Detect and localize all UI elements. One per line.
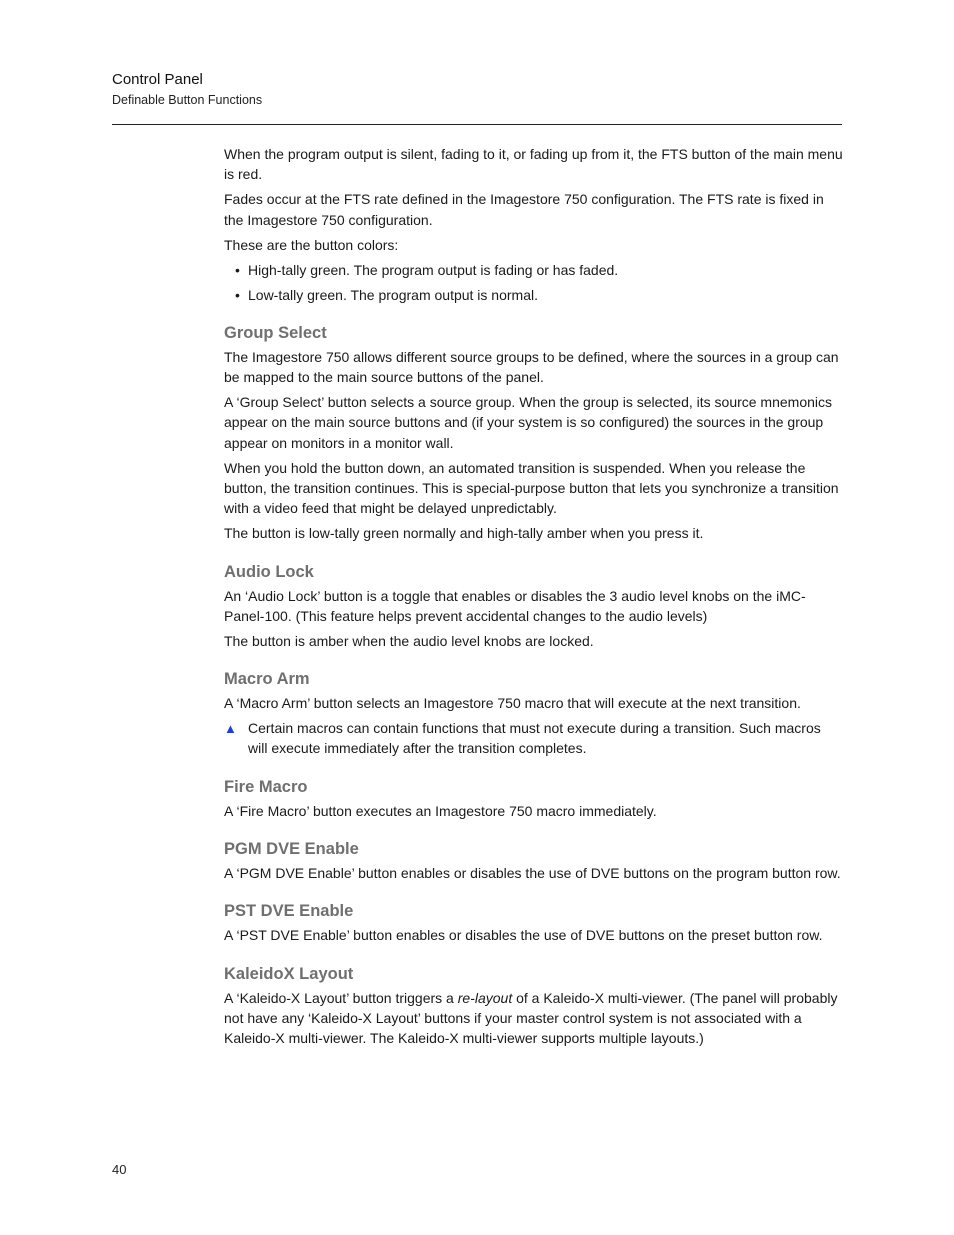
header-chapter-title: Control Panel (112, 71, 203, 88)
pst-dve-paragraph-1: A ‘PST DVE Enable’ button enables or disables the use of DVE buttons on the preset button row. (224, 927, 823, 944)
caution-note (224, 718, 844, 759)
intro-paragraph-3: These are the button colors: (224, 236, 399, 253)
heading-pgm-dve-enable: PGM DVE Enable (224, 840, 359, 859)
list-item (224, 285, 844, 305)
page-number: 40 (112, 1162, 127, 1177)
page-body (224, 144, 844, 1053)
caution-note-text: Certain macros can contain functions that must not execute during a transition. Such macros will execute immediately after the transition completes. (248, 720, 821, 757)
heading-macro-arm: Macro Arm (224, 670, 310, 689)
header-rule (112, 124, 842, 125)
caution-triangle-icon: ▲ (224, 721, 237, 737)
kaleidox-paragraph-1 (224, 988, 844, 1049)
heading-fire-macro: Fire Macro (224, 777, 308, 796)
audio-lock-paragraph-2: The button is amber when the audio level knobs are locked. (224, 632, 594, 649)
bullet-icon: • (235, 261, 240, 278)
intro-paragraph-1: When the program output is silent, fading to it, or fading up from it, the FTS button of the main menu is red. (224, 146, 843, 183)
heading-pst-dve-enable: PST DVE Enable (224, 902, 354, 921)
group-select-paragraph-1: The Imagestore 750 allows different source groups to be defined, where the sources in a group can be mapped to the main source buttons of the panel. (224, 348, 839, 386)
intro-paragraph-2: Fades occur at the FTS rate defined in the Imagestore 750 configuration. The FTS rate is fixed in the Imagestore 750 configuration. (224, 191, 824, 228)
kaleidox-emphasis: re-layout (457, 989, 513, 1006)
group-select-paragraph-2: A ‘Group Select’ button selects a source group. When the group is selected, its source mnemonics appear on the main source buttons and (if your system is so configured) the sources in the group appear on monitors in a monitor wall. (224, 394, 833, 451)
kaleidox-text-end: of a Kaleido-X multi-viewer. (The panel will probably not have any ‘Kaleido-X Layout’ buttons if your master control system is not associated with a Kaleido-X multi-viewer. The Kaleido-X multi-viewer supports multiple layouts.) (224, 989, 838, 1047)
pgm-dve-paragraph-1: A ‘PGM DVE Enable’ button enables or disables the use of DVE buttons on the program button row. (224, 865, 841, 882)
list-item (224, 260, 844, 280)
bullet-icon: • (235, 286, 240, 303)
list-item-text: High-tally green. The program output is fading or has faded. (248, 261, 619, 278)
audio-lock-paragraph-1: An ‘Audio Lock’ button is a toggle that enables or disables the 3 audio level knobs on the iMC-Panel-100. (This feature helps prevent accidental changes to the audio levels) (224, 587, 806, 624)
heading-kaleidox-layout: KaleidoX Layout (224, 964, 354, 983)
macro-arm-paragraph-1: A ‘Macro Arm’ button selects an Imagestore 750 macro that will execute at the next transition. (224, 695, 801, 712)
button-colors-list (224, 260, 844, 305)
kaleidox-text-start: A ‘Kaleido-X Layout’ button triggers a (224, 989, 458, 1006)
group-select-paragraph-4: The button is low-tally green normally and high-tally amber when you press it. (224, 525, 704, 542)
list-item-text: Low-tally green. The program output is normal. (248, 286, 538, 303)
header-section-title: Definable Button Functions (112, 93, 263, 107)
group-select-paragraph-3: When you hold the button down, an automated transition is suspended. When you release the button, the transition continues. This is special-purpose button that lets you synchronize a transition with a video feed that might be delayed unpredictably. (224, 459, 839, 517)
heading-group-select: Group Select (224, 323, 327, 342)
heading-audio-lock: Audio Lock (224, 562, 314, 581)
running-header (112, 70, 842, 109)
fire-macro-paragraph-1: A ‘Fire Macro’ button executes an Imagestore 750 macro immediately. (224, 802, 657, 819)
